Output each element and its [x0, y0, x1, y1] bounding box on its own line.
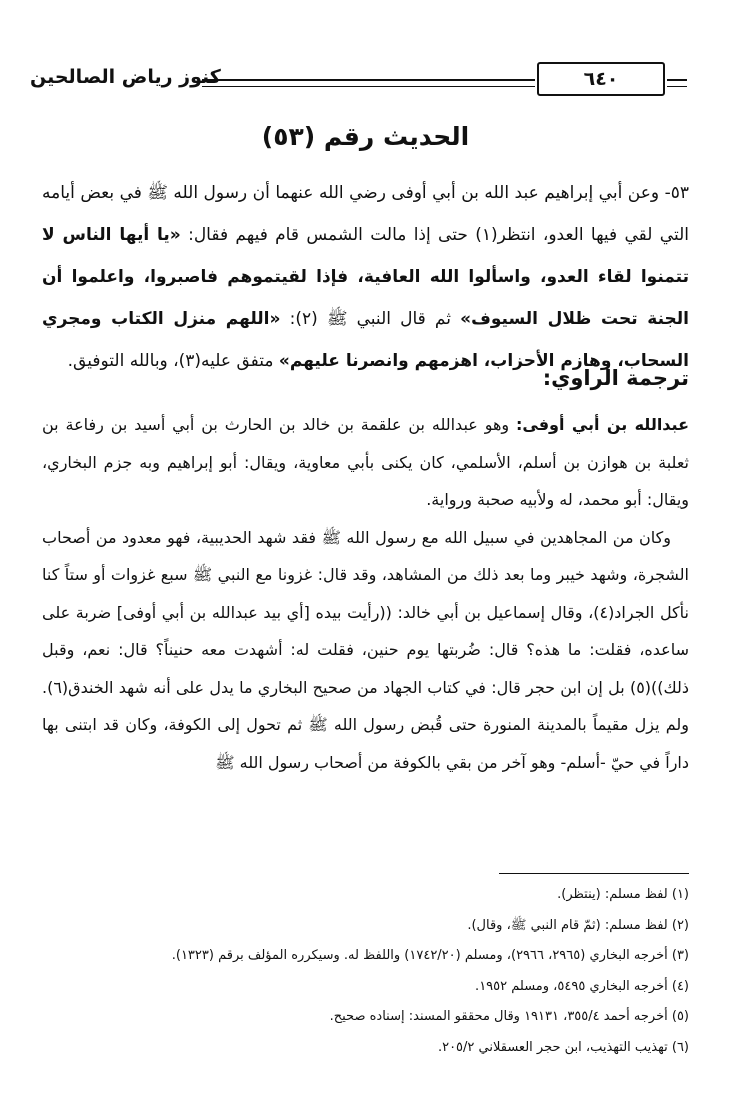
hadith-quote-2: «اللهم منزل الكتاب ومجري السحاب، وهازم الأحزاب، اهزمهم وانصرنا عليهم»	[42, 309, 689, 371]
footnote: (٥) أخرجه أحمد ٣٥٥/٤، ١٩١٣١ وقال محققو المسند: إسناده صحيح.	[329, 1009, 689, 1024]
narrator-biography	[42, 406, 689, 781]
header-rule-end	[667, 79, 687, 87]
hadith-transition: ثم قال النبي ﷺ (٢):	[280, 309, 461, 329]
page-header	[30, 62, 687, 98]
footnote: (٦) تهذيب التهذيب، ابن حجر العسقلاني ٢٠٥/٢.	[437, 1039, 689, 1055]
book-title: كنوز رياض الصالحين	[30, 66, 221, 88]
hadith-intro: ٥٣- وعن أبي إبراهيم عبد الله بن أبي أوفى رضي الله عنهما أن رسول الله ﷺ في بعض أيامه التي لقي فيها العدو، انتظر(١) حتى إذا مالت الشمس قام فيهم فقال:	[42, 183, 690, 245]
header-rule	[202, 79, 535, 87]
hadith-text	[42, 172, 689, 382]
bio-paragraph-1: وهو عبدالله بن علقمة بن خالد بن الحارث بن أبي أسيد بن رفاعة بن ثعلبة بن هوازن بن أسلم، الأسلمي، كان يكنى بأبي معاوية، ويقال: أبو إبراهيم وبه جزم البخاري، ويقال: أبو محمد، له ولأبيه صحبة ورواية.	[42, 415, 689, 509]
footnote: (١) لفظ مسلم: (ينتظر).	[557, 887, 689, 902]
footnotes	[42, 880, 689, 1063]
narrator-heading: ترجمة الراوي:	[542, 366, 689, 390]
footnote: (٢) لفظ مسلم: (ثمّ قام النبي ﷺ، وقال).	[467, 917, 689, 933]
hadith-ending: متفق عليه(٣)، وبالله التوفيق.	[67, 351, 279, 371]
footnote: (٤) أخرجه البخاري ٥٤٩٥، ومسلم ١٩٥٢.	[475, 978, 689, 994]
hadith-quote-1: «يا أيها الناس لا تتمنوا لقاء العدو، واسألوا الله العافية، فإذا لقيتموهم فاصبروا، واعلموا أن الجنة تحت ظلال السيوف»	[42, 225, 689, 329]
bio-paragraph	[42, 406, 689, 519]
bio-paragraph-2: وكان من المجاهدين في سبيل الله مع رسول الله ﷺ فقد شهد الحديبية، فهو معدود من أصحاب الشجرة، وشهد خيبر وما بعد ذلك من المشاهد، وقد قال: غزونا مع النبي ﷺ سبع غزوات أو ستاً كنا نأكل الجراد(٤)، وقال إسماعيل بن أبي خالد: ((رأيت بيده [أي بيد عبدالله بن أبي أوفى] ضربة على ساعده، فقلت: ما هذه؟ قال: ضُربتها يوم حنين، فقلت له: أشهدت معه حنيناً؟ قال: نعم، وقبل ذلك))(٥) بل إن ابن حجر قال: في كتاب الجهاد من صحيح البخاري ما يدل على أنه شهد الخندق(٦). ولم يزل مقيماً بالمدينة المنورة حتى قُبض رسول الله ﷺ ثم تحول إلى الكوفة، وكان قد ابتنى بها داراً في حيّ -أسلم- وهو آخر من بقي بالكوفة من أصحاب رسول الله ﷺ	[42, 527, 689, 772]
footnote: (٣) أخرجه البخاري (٢٩٦٥، ٢٩٦٦)، ومسلم (١٧٤٢/٢٠) واللفظ له. وسيكرره المؤلف برقم (١٣٢٣).	[171, 948, 689, 963]
page-number: ٦٤٠	[537, 62, 665, 96]
footnote-divider	[499, 873, 689, 874]
narrator-name: عبدالله بن أبي أوفى:	[515, 415, 690, 434]
hadith-title: الحديث رقم (٥٣)	[261, 122, 470, 151]
